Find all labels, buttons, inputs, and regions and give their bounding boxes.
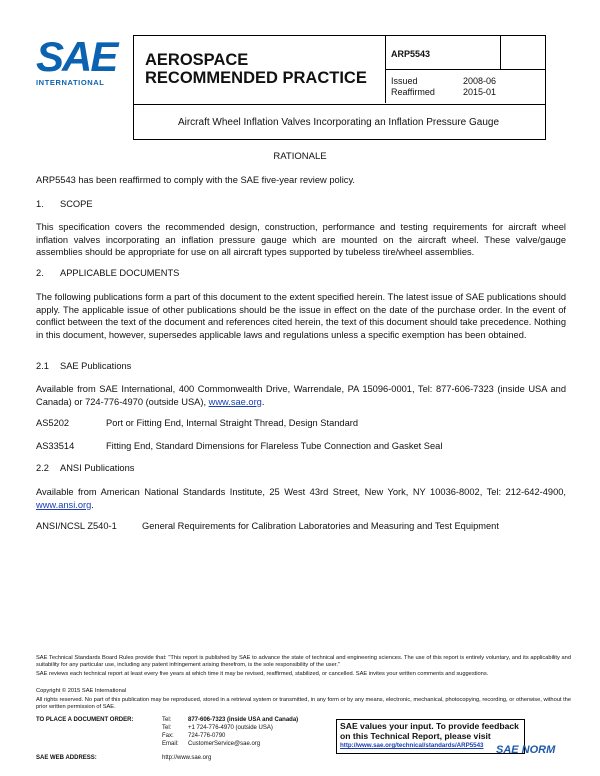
contact-key: Fax:	[162, 733, 174, 739]
footer-review-notice: SAE reviews each technical report at least every five years at which time it may be revised, reaffirmed, stabilized, or cancelled. SAE invites your written comments and suggestions.	[36, 671, 489, 677]
applicable-documents-text: The following publications form a part of this document to the extent specified herein. The latest issue of SAE publications should apply. The applicable issue of other publications should be the issue in effect on the date of the purchase order. In the event of conflict between the text of the document and references cited herein, the text of this document should take precedence. Nothing in this document, however, supersedes applicable laws and regulations unless a specific exemption has been obtained.	[36, 292, 566, 340]
document-type-title	[145, 51, 367, 87]
section-number: 2.2	[36, 463, 49, 473]
issued-date: 2008-06	[463, 76, 497, 86]
sentence-end: .	[261, 396, 265, 407]
reference-title: Fitting End, Standard Dimensions for Flareless Tube Connection and Gasket Seal	[106, 441, 443, 451]
sae-web-address[interactable]: http://www.sae.org	[162, 755, 212, 761]
footer-rules-notice: SAE Technical Standards Board Rules provide that: "This report is published by SAE to advance the state of technical and engineering sciences. The use of this report is entirely voluntary, and its applicability and suitability for any particular use, including any patent infringement arising therefrom, is the sole responsibility of the user."	[36, 655, 571, 669]
sae-norm-watermark: SAE NORM	[496, 744, 556, 756]
reference-id: AS5202	[36, 418, 70, 428]
footer-copyright: Copyright © 2015 SAE International	[36, 688, 127, 694]
contact-value: 877-606-7323 (inside USA and Canada)	[188, 717, 299, 723]
reference-id: ANSI/NCSL Z540-1	[36, 521, 117, 531]
order-label: TO PLACE A DOCUMENT ORDER:	[36, 717, 134, 723]
sae-publications-text	[36, 383, 566, 408]
contact-value: +1 724-776-4970 (outside USA)	[188, 725, 273, 731]
title-line-1: AEROSPACE	[145, 51, 249, 69]
ansi-website-link[interactable]: www.ansi.org	[36, 499, 92, 510]
contact-key: Tel:	[162, 725, 172, 731]
feedback-line: on this Technical Report, please visit	[340, 731, 491, 741]
section-2-2-heading	[36, 463, 134, 473]
sae-website-link[interactable]: www.sae.org	[208, 396, 262, 407]
section-2-1-heading	[36, 361, 131, 371]
document-number: ARP5543	[391, 49, 431, 59]
section-title: SAE Publications	[60, 361, 132, 371]
logo-text: SAE	[36, 33, 117, 80]
rationale-text: ARP5543 has been reaffirmed to comply with the SAE five-year review policy.	[36, 175, 355, 185]
reaffirmed-label: Reaffirmed	[391, 87, 435, 97]
feedback-line: SAE values your input. To provide feedback	[340, 721, 519, 731]
feedback-text	[340, 721, 519, 741]
feedback-link[interactable]: http://www.sae.org/technical/standards/ARP5543	[340, 742, 484, 749]
section-number: 2.1	[36, 361, 49, 371]
section-1-heading	[36, 199, 93, 209]
reaffirmed-date: 2015-01	[463, 87, 497, 97]
rationale-heading: RATIONALE	[273, 151, 327, 162]
section-title: SCOPE	[60, 199, 93, 209]
footer-rights-notice: All rights reserved. No part of this publication may be reproduced, stored in a retrieval system or transmitted, in any form or by any means, electronic, mechanical, photocopying, recording, or otherwise, without the prior written permission of SAE.	[36, 697, 571, 711]
contact-email[interactable]: CustomerService@sae.org	[188, 741, 261, 747]
contact-value: 724-776-0790	[188, 733, 226, 739]
header-divider	[385, 69, 545, 70]
scope-text: This specification covers the recommended design, construction, performance and testing requirements for aircraft wheel inflation valves incorporating an inflation pressure gauge which are mounted on the aircraft wheel. These valve/gauge assemblies should be appropriate for use on all aircraft types supported by tubeless tire/wheel assemblies.	[36, 222, 566, 257]
document-subtitle: Aircraft Wheel Inflation Valves Incorporating an Inflation Pressure Gauge	[177, 117, 500, 128]
web-address-label: SAE WEB ADDRESS:	[36, 755, 97, 761]
logo-subtext: INTERNATIONAL	[36, 78, 105, 87]
ansi-publications-text	[36, 486, 566, 511]
section-2-heading	[36, 268, 179, 278]
reference-title: General Requirements for Calibration Laboratories and Measuring and Test Equipment	[142, 521, 499, 531]
section-title: ANSI Publications	[60, 463, 135, 473]
section-title: APPLICABLE DOCUMENTS	[60, 268, 180, 278]
ansi-publications-body: Available from American National Standards Institute, 25 West 43rd Street, New York, NY 10036-8002, Tel: 212-642-4900,	[36, 487, 566, 497]
sae-logo	[36, 33, 120, 87]
reference-title: Port or Fitting End, Internal Straight Thread, Design Standard	[106, 418, 359, 428]
sentence-end: .	[91, 499, 94, 510]
section-number: 1.	[36, 199, 44, 209]
contact-key: Tel:	[162, 717, 172, 723]
section-number: 2.	[36, 268, 44, 278]
sae-publications-body: Available from SAE International, 400 Commonwealth Drive, Warrendale, PA 15096-0001, Tel: 877-606-7323 (inside USA and Canada) or 724-776-4970 (outside USA),	[36, 384, 566, 407]
contact-key: Email:	[162, 741, 179, 747]
title-line-2: RECOMMENDED PRACTICE	[145, 69, 367, 87]
header-divider	[500, 35, 501, 69]
reference-id: AS33514	[36, 441, 75, 451]
issued-label: Issued	[391, 76, 418, 86]
